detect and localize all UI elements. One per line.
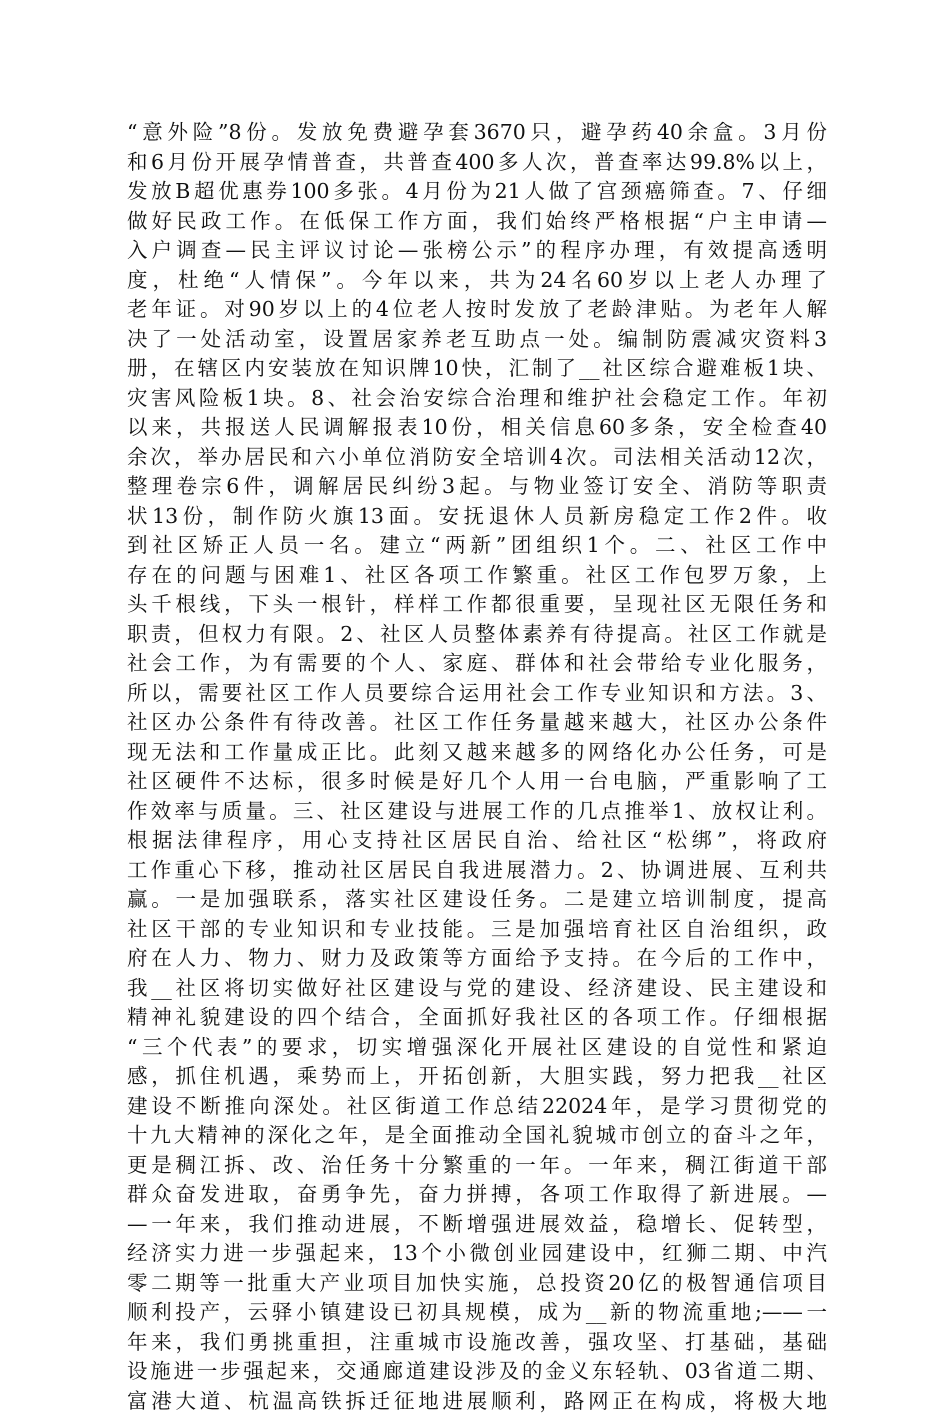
body-text-line: 存在的问题与困难1、社区各项工作繁重。社区工作包罗万象，上 <box>127 561 827 591</box>
body-text-line: 头千根线，下头一根针，样样工作都很重要，呈现社区无限任务和 <box>127 590 827 620</box>
body-text-line: 余次，举办居民和六小单位消防安全培训4次。司法相关活动12次， <box>127 443 827 473</box>
body-text-line: 所以，需要社区工作人员要综合运用社会工作专业知识和方法。3、 <box>127 679 827 709</box>
body-text-line: 度，杜绝“人情保”。今年以来，共为24名60岁以上老人办理了 <box>127 266 827 296</box>
body-text-line: 作效率与质量。三、社区建设与进展工作的几点推举1、放权让利。 <box>127 797 827 827</box>
body-text-line: 册，在辖区内安装放在知识牌10快，汇制了__社区综合避难板1块、 <box>127 354 827 384</box>
body-text-line: 社会工作，为有需要的个人、家庭、群体和社会带给专业化服务， <box>127 649 827 679</box>
body-text-line: 到社区矫正人员一名。建立“两新”团组织1个。二、社区工作中 <box>127 531 827 561</box>
body-text-line: 整理卷宗6件，调解居民纠纷3起。与物业签订安全、消防等职责 <box>127 472 827 502</box>
body-text-line: 更是稠江拆、改、治任务十分繁重的一年。一年来，稠江街道干部 <box>127 1151 827 1181</box>
body-text-line: 年来，我们勇挑重担，注重城市设施改善，强攻坚、打基础，基础 <box>127 1328 827 1358</box>
body-text-line: 和6月份开展孕情普查，共普查400多人次，普查率达99.8%以上， <box>127 148 827 178</box>
body-text-line: 群众奋发进取，奋勇争先，奋力拼搏，各项工作取得了新进展。— <box>127 1180 827 1210</box>
body-text-line: 工作重心下移，推动社区居民自我进展潜力。2、协调进展、互利共 <box>127 856 827 886</box>
body-text-line: 社区硬件不达标，很多时候是好几个人用一台电脑，严重影响了工 <box>127 767 827 797</box>
body-text-line: 根据法律程序，用心支持社区居民自治、给社区“松绑”，将政府 <box>127 826 827 856</box>
body-text-line: 顺利投产，云驿小镇建设已初具规模，成为__新的物流重地;——一 <box>127 1298 827 1328</box>
document-body <box>127 118 827 1416</box>
body-text-line: 我__社区将切实做好社区建设与党的建设、经济建设、民主建设和 <box>127 974 827 1004</box>
body-text-line: 社区干部的专业知识和专业技能。三是加强培育社区自治组织，政 <box>127 915 827 945</box>
body-text-line: 决了一处活动室，设置居家养老互助点一处。编制防震减灾资料3 <box>127 325 827 355</box>
body-text-line: 老年证。对90岁以上的4位老人按时发放了老龄津贴。为老年人解 <box>127 295 827 325</box>
body-text-line: 社区办公条件有待改善。社区工作任务量越来越大，社区办公条件 <box>127 708 827 738</box>
body-text-line: 设施进一步强起来，交通廊道建设涉及的金义东轻轨、03省道二期、 <box>127 1357 827 1387</box>
body-text-line: 经济实力进一步强起来，13个小微创业园建设中，红狮二期、中汽 <box>127 1239 827 1269</box>
body-text-line: 职责，但权力有限。2、社区人员整体素养有待提高。社区工作就是 <box>127 620 827 650</box>
body-text-line: —一年来，我们推动进展，不断增强进展效益，稳增长、促转型， <box>127 1210 827 1240</box>
body-text-line: 灾害风险板1块。8、社会治安综合治理和维护社会稳定工作。年初 <box>127 384 827 414</box>
body-text-line: 精神礼貌建设的四个结合，全面抓好我社区的各项工作。仔细根据 <box>127 1003 827 1033</box>
body-text-line: 零二期等一批重大产业项目加快实施，总投资20亿的极智通信项目 <box>127 1269 827 1299</box>
body-text-line: 现无法和工作量成正比。此刻又越来越多的网络化办公任务，可是 <box>127 738 827 768</box>
body-text-line: “三个代表”的要求，切实增强深化开展社区建设的自觉性和紧迫 <box>127 1033 827 1063</box>
body-text-line: 建设不断推向深处。社区街道工作总结22024年，是学习贯彻党的 <box>127 1092 827 1122</box>
body-text-line: 状13份，制作防火旗13面。安抚退休人员新房稳定工作2件。收 <box>127 502 827 532</box>
body-text-line: 感，抓住机遇，乘势而上，开拓创新，大胆实践，努力把我__社区 <box>127 1062 827 1092</box>
body-text-line: 做好民政工作。在低保工作方面，我们始终严格根据“户主申请— <box>127 207 827 237</box>
body-text-line: 十九大精神的深化之年，是全面推动全国礼貌城市创立的奋斗之年， <box>127 1121 827 1151</box>
body-text-line: 入户调查—民主评议讨论—张榜公示”的程序办理，有效提高透明 <box>127 236 827 266</box>
body-text-line: 发放B超优惠券100多张。4月份为21人做了宫颈癌筛查。7、仔细 <box>127 177 827 207</box>
body-text-line: 赢。一是加强联系，落实社区建设任务。二是建立培训制度，提高 <box>127 885 827 915</box>
body-text-line: 以来，共报送人民调解报表10份，相关信息60多条，安全检查40 <box>127 413 827 443</box>
body-text-line: 府在人力、物力、财力及政策等方面给予支持。在今后的工作中， <box>127 944 827 974</box>
body-text-line: 富港大道、杭温高铁拆迁征地进展顺利，路网正在构成，将极大地 <box>127 1387 827 1416</box>
body-text-line: “意外险”8份。发放免费避孕套3670只，避孕药40余盒。3月份 <box>127 118 827 148</box>
